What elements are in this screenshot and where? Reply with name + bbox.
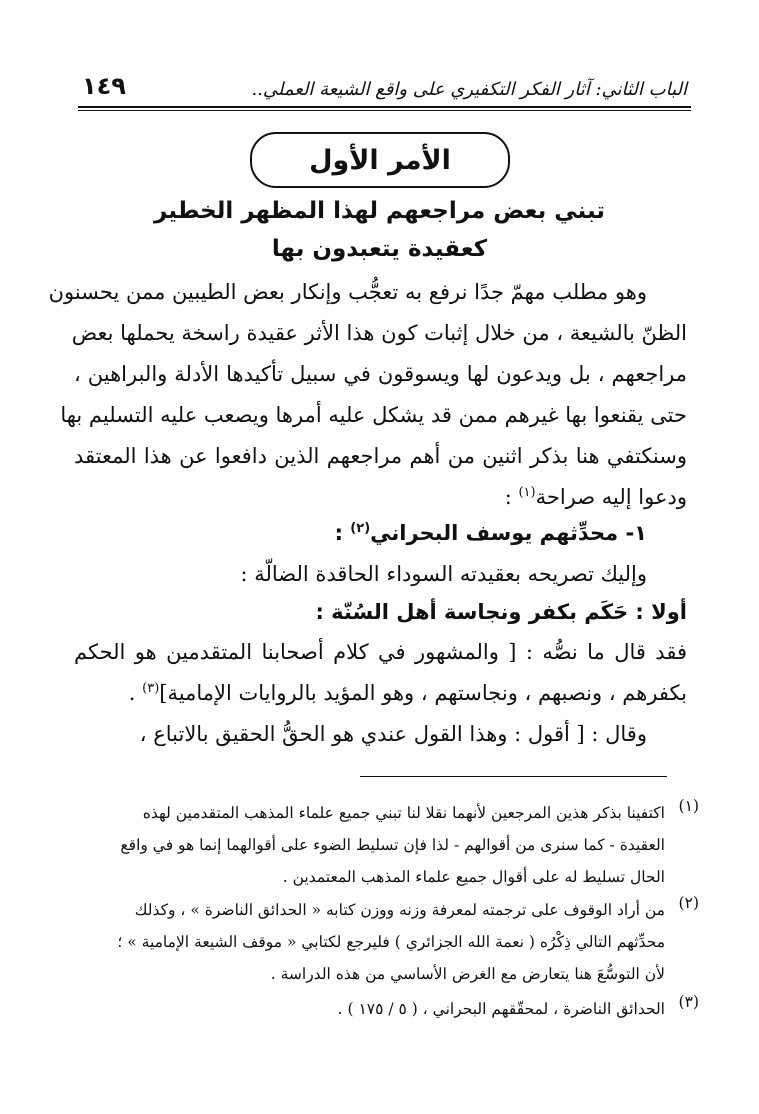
paragraph-text: . bbox=[128, 681, 143, 705]
sub-heading: أولا : حَكَم بكفر ونجاسة أهل السُنّة : bbox=[315, 600, 687, 624]
page-header bbox=[82, 60, 687, 100]
footnote bbox=[72, 894, 699, 990]
page-number: ١٤٩ bbox=[82, 72, 126, 100]
list-item-text: : bbox=[334, 521, 351, 545]
paragraph-line: حتى يقنعوا بها غيرهم ممن قد يشكل عليه أمرها ويصعب عليه التسليم بها bbox=[60, 403, 687, 427]
footnote-ref[interactable]: (٣) bbox=[142, 681, 160, 696]
paragraph-line bbox=[74, 485, 687, 509]
paragraph-text: ودعوا إليه صراحة bbox=[535, 485, 687, 509]
paragraph-line: الظنّ بالشيعة ، من خلال إثبات كون هذا الأثر عقيدة راسخة يحملها بعض bbox=[71, 321, 687, 345]
footnote-line: الحدائق الناضرة ، لمحقّقهم البحراني ، ( ٥ / ١٧٥ ) . bbox=[337, 1000, 665, 1018]
paragraph-line: وقال : [ أقول : وهذا القول عندي هو الحقُّ الحقيق بالاتباع ، bbox=[139, 722, 647, 746]
footnote-line: محدِّثهم التالي ذِكْرُه ( نعمة الله الجزائري ) فليرجع لكتابي « موقف الشيعة الإمامية » ؛ bbox=[117, 933, 665, 951]
paragraph-line: وإليك تصريحه بعقيدته السوداء الحاقدة الضالّة : bbox=[240, 562, 647, 586]
paragraph-line: مراجعهم ، بل ويدعون لها ويسوقون في سبيل تأكيدها الأدلة والبراهين ، bbox=[74, 362, 687, 386]
footnote-number: (٣) bbox=[678, 993, 699, 1011]
header-rule-thin bbox=[78, 110, 691, 111]
section-title-box bbox=[250, 132, 510, 188]
footnote-ref[interactable]: (٢) bbox=[350, 521, 371, 536]
footnote-separator bbox=[360, 776, 667, 777]
paragraph-line: وهو مطلب مهمّ جدًا نرفع به تعجُّب وإنكار بعض الطيبين ممن يحسنون bbox=[48, 280, 647, 304]
subtitle-line-1: تبني بعض مراجعهم لهذا المظهر الخطير bbox=[154, 198, 605, 224]
list-item-text: ١- محدِّثهم يوسف البحراني bbox=[370, 521, 647, 545]
paragraph-text: بكفرهم ، ونصبهم ، ونجاستهم ، وهو المؤيد بالروايات الإمامية] bbox=[159, 681, 687, 705]
running-title: الباب الثاني: آثار الفكر التكفيري على واقع الشيعة العملي.. bbox=[251, 79, 687, 100]
paragraph-line bbox=[74, 681, 687, 705]
section-title: الأمر الأول bbox=[309, 144, 451, 176]
paragraph-line: وسنكتفي هنا بذكر اثنين من أهم مراجعهم الذين دافعوا عن هذا المعتقد bbox=[74, 444, 687, 468]
footnote-ref[interactable]: (١) bbox=[518, 485, 536, 500]
footnote-line: لأن التوسُّعَ هنا يتعارض مع الغرض الأساسي من هذه الدراسة . bbox=[270, 965, 665, 983]
list-item-heading bbox=[74, 521, 687, 545]
footnote-line: الحال تسليط له على أقوال جميع علماء المذهب المعتمدين . bbox=[282, 868, 665, 886]
footnote-line: العقيدة - كما سنرى من أقوالهم - لذا فإن تسليط الضوء على أقوالهما إنما هو في واقع bbox=[120, 836, 665, 854]
paragraph-text: : bbox=[504, 485, 519, 509]
header-rule bbox=[78, 106, 691, 108]
footnote-line: من أراد الوقوف على ترجمته لمعرفة وزنه ووزن كتابه « الحدائق الناضرة » ، وكذلك bbox=[134, 901, 665, 919]
footnote-number: (١) bbox=[678, 797, 699, 815]
footnote-line: اكتفينا بذكر هذين المرجعين لأنهما نقلا لنا تبني جميع علماء المذهب المتقدمين لهذه bbox=[142, 804, 665, 822]
paragraph-line: فقد قال ما نصُّه : [ والمشهور في كلام أصحابنا المتقدمين هو الحكم bbox=[74, 640, 687, 664]
footnote-number: (٢) bbox=[678, 894, 699, 912]
footnote bbox=[72, 797, 699, 893]
footnote bbox=[72, 993, 699, 1025]
subtitle-line-2: كعقيدة يتعبدون بها bbox=[271, 236, 488, 262]
